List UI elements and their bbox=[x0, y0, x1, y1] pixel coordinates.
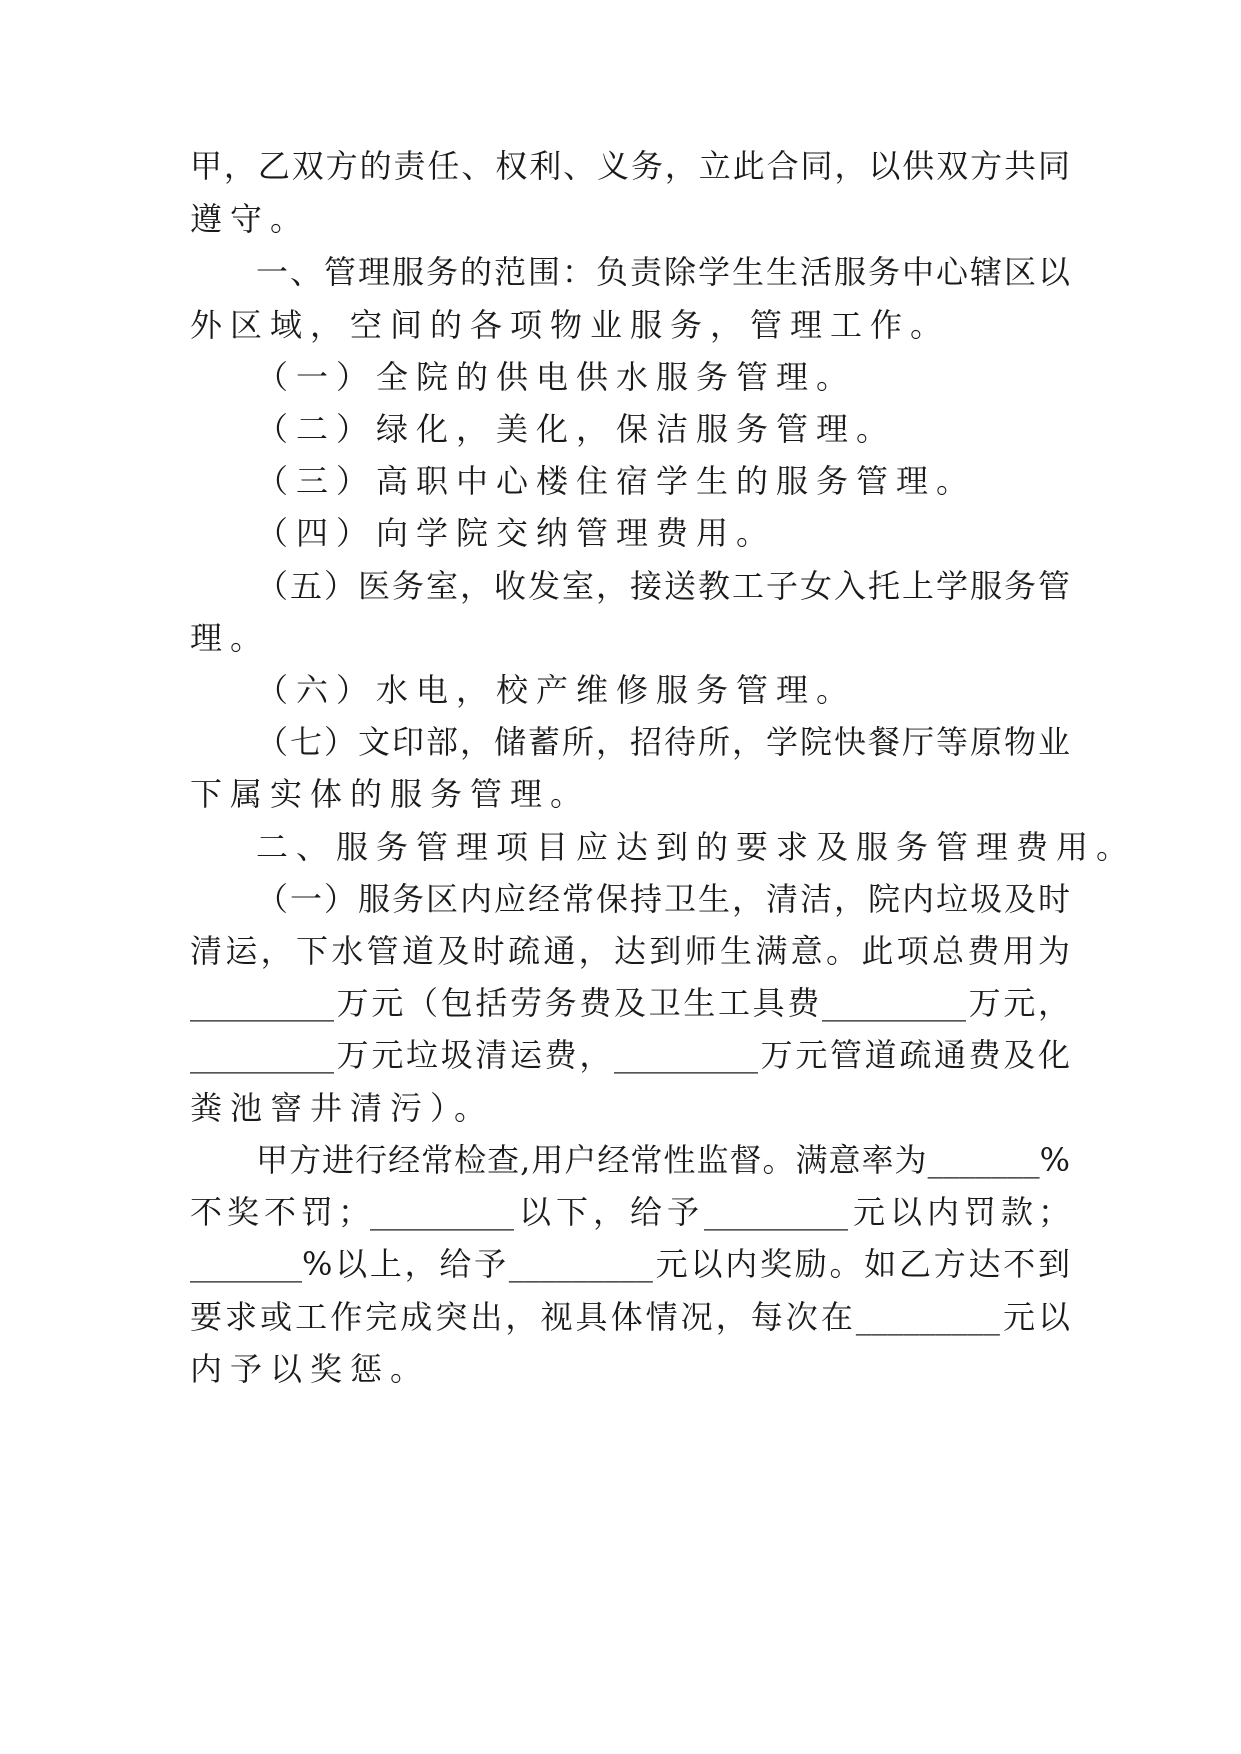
text-line: 外区域，空间的各项物业服务，管理工作。 bbox=[190, 306, 951, 344]
text-line: 要求或工作完成突出，视具体情况，每次在_________元以 bbox=[190, 1298, 1070, 1336]
text-line: 理。 bbox=[190, 619, 271, 657]
text-line: 遵守。 bbox=[190, 200, 311, 238]
text-line: 不奖不罚；_________以下，给予_________元以内罚款； bbox=[190, 1193, 1070, 1231]
text-line: （七）文印部，储蓄所，招待所，学院快餐厅等原物业 bbox=[256, 723, 1070, 761]
text-line: _________万元垃圾清运费，_________万元管道疏通费及化 bbox=[190, 1036, 1070, 1074]
text-line: 下属实体的服务管理。 bbox=[190, 775, 591, 813]
text-line: 清运，下水管道及时疏通，达到师生满意。此项总费用为 bbox=[190, 932, 1070, 970]
text-line: （五）医务室，收发室，接送教工子女入托上学服务管 bbox=[256, 567, 1070, 605]
text-line: 内予以奖惩。 bbox=[190, 1350, 431, 1388]
text-line: _______%以上，给予_________元以内奖励。如乙方达不到 bbox=[190, 1245, 1070, 1283]
text-line: 甲方进行经常检查,用户经常性监督。满意率为_______% bbox=[256, 1141, 1070, 1179]
text-line: 一、管理服务的范围：负责除学生生活服务中心辖区以 bbox=[256, 253, 1070, 291]
text-line: （一）服务区内应经常保持卫生，清洁，院内垃圾及时 bbox=[256, 880, 1070, 918]
text-line: 粪池窨井清污）。 bbox=[190, 1089, 495, 1127]
text-line: （一）全院的供电供水服务管理。 bbox=[256, 358, 857, 396]
text-line: 二、服务管理项目应达到的要求及服务管理费用。 bbox=[256, 828, 1137, 866]
text-line: （六）水电，校产维修服务管理。 bbox=[256, 671, 857, 709]
text-line: （三）高职中心楼住宿学生的服务管理。 bbox=[256, 462, 977, 500]
text-line: _________万元（包括劳务费及卫生工具费_________万元， bbox=[190, 984, 1070, 1022]
text-line: 甲，乙双方的责任、权利、义务，立此合同，以供双方共同 bbox=[190, 147, 1070, 185]
text-line: （二）绿化，美化，保洁服务管理。 bbox=[256, 410, 897, 448]
text-line: （四）向学院交纳管理费用。 bbox=[256, 514, 777, 552]
